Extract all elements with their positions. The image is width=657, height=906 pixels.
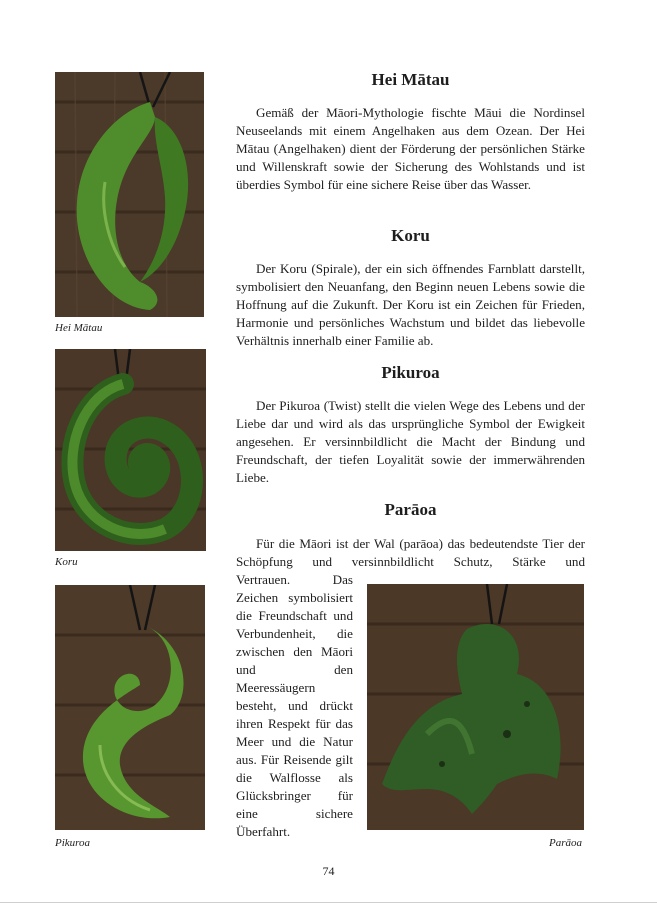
pikuroa-photo <box>55 585 205 830</box>
pikuroa-caption: Pikuroa <box>55 837 91 849</box>
twist-pendant-icon <box>55 585 205 830</box>
bottom-rule <box>0 902 657 903</box>
hei-matau-caption: Hei Mātau <box>55 322 103 334</box>
paragraph-paraoa-full: Für die Māori ist der Wal (parāoa) das bedeutendste Tier der Schöpfung und versinnbildlicht Schutz, Stärke und <box>236 536 585 569</box>
page-number: 74 <box>322 864 335 878</box>
heading-koru: Koru <box>391 226 430 245</box>
hook-pendant-icon <box>55 72 204 317</box>
spiral-pendant-icon <box>55 349 206 551</box>
paragraph-pikuroa: Der Pikuroa (Twist) stellt die vielen Wege des Lebens und der Liebe dar und wird als das ursprüngliche Symbol der Ewigkeit angesehen. Er versinnbildlicht die Macht der Bindung und Freundschaft, der tiefen Loyalität sowie der immerwährenden Liebe. <box>236 398 585 485</box>
paragraph-hei-matau: Gemäß der Māori-Mythologie fischte Māui die Nordinsel Neuseelands mit einem Angelhaken aus dem Ozean. Der Hei Mātau (Angelhaken) dient der Förderung der persönlichen Stärke und Willenskraft sowie der Sicherung des Wohlstands und ist überdies Symbol für eine sichere Reise über das Wasser. <box>236 105 585 192</box>
heading-paraoa: Parāoa <box>384 500 437 519</box>
koru-caption: Koru <box>55 556 78 568</box>
paragraph-koru: Der Koru (Spirale), der ein sich öffnendes Farnblatt darstellt, symbolisiert den Neuanfang, den Beginn neuen Lebens sowie die Hoffnung auf die Zukunft. Der Koru ist ein Zeichen für Frieden, Harmonie und persönliches Wachstum und bildet das liebevolle Verhältnis innerhalb einer Familie ab. <box>236 261 585 348</box>
whale-tail-pendant-icon <box>367 584 584 830</box>
heading-pikuroa: Pikuroa <box>381 363 440 382</box>
hei-matau-photo <box>55 72 204 317</box>
heading-hei-matau: Hei Mātau <box>371 70 450 89</box>
paraoa-photo <box>367 584 584 830</box>
paragraph-paraoa-narrow: Vertrauen. Das Zeichen symbolisiert die Freundschaft und Verbundenheit, die zwischen den Māori und den Meeressäugern besteht, und drückt ihren Respekt für das Meer und die Natur aus. Für Reisende gilt die Walflosse als Glücksbringer für eine sichere Überfahrt. <box>236 572 353 839</box>
paraoa-caption: Parāoa <box>549 837 582 849</box>
koru-photo <box>55 349 206 551</box>
